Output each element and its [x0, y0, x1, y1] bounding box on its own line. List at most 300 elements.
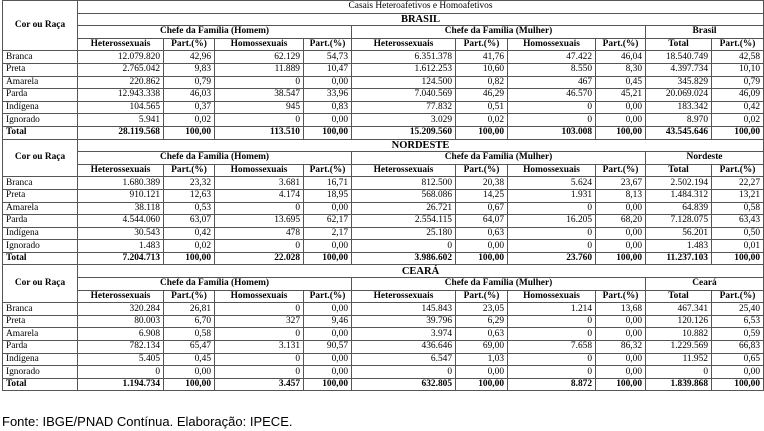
value-cell: 812.500 — [352, 177, 456, 190]
value-cell: 100,00 — [164, 126, 215, 139]
value-cell: 46.570 — [508, 89, 596, 102]
table-row — [3, 177, 764, 190]
value-cell: 910.121 — [78, 189, 164, 202]
value-cell: 8,13 — [596, 189, 646, 202]
value-cell: 124.500 — [352, 76, 456, 89]
value-cell: 327 — [215, 315, 304, 328]
row-label: Parda — [3, 89, 78, 102]
table-row — [3, 341, 764, 354]
value-cell: 0 — [215, 353, 304, 366]
section-title: CEARÁ — [78, 265, 764, 278]
value-cell: 1.839.868 — [646, 378, 712, 391]
value-cell: 0,42 — [712, 101, 764, 114]
value-cell: 0,59 — [712, 328, 764, 341]
value-cell: 8.872 — [508, 378, 596, 391]
value-cell: 220.862 — [78, 76, 164, 89]
value-cell: 0 — [508, 353, 596, 366]
value-cell: 100,00 — [596, 252, 646, 265]
col-header-hetero: Heterossexuais — [352, 38, 456, 51]
value-cell: 0 — [215, 303, 304, 316]
table-row — [3, 189, 764, 202]
table-row — [3, 303, 764, 316]
value-cell: 3.974 — [352, 328, 456, 341]
value-cell: 56.201 — [646, 227, 712, 240]
col-header-part: Part.(%) — [596, 164, 646, 177]
value-cell: 2.765.042 — [78, 63, 164, 76]
value-cell: 113.510 — [215, 126, 304, 139]
value-cell: 0,00 — [596, 227, 646, 240]
value-cell: 80.003 — [78, 315, 164, 328]
value-cell: 0 — [352, 366, 456, 379]
group-total: Ceará — [646, 278, 764, 291]
value-cell: 0,00 — [596, 315, 646, 328]
value-cell: 69,00 — [456, 341, 508, 354]
value-cell: 0,01 — [712, 240, 764, 253]
table-title: Casais Heteroafetivos e Homoafetivos — [78, 1, 764, 14]
value-cell: 467.341 — [646, 303, 712, 316]
group-homem: Chefe da Família (Homem) — [78, 278, 352, 291]
value-cell: 0 — [508, 114, 596, 127]
group-homem: Chefe da Família (Homem) — [78, 26, 352, 39]
column-header-row — [3, 38, 764, 51]
value-cell: 23,05 — [456, 303, 508, 316]
value-cell: 26.721 — [352, 202, 456, 215]
table-row — [3, 315, 764, 328]
table-row — [3, 328, 764, 341]
group-header-row — [3, 26, 764, 39]
value-cell: 1.483 — [646, 240, 712, 253]
value-cell: 41,76 — [456, 51, 508, 64]
value-cell: 345.829 — [646, 76, 712, 89]
value-cell: 23,67 — [596, 177, 646, 190]
value-cell: 478 — [215, 227, 304, 240]
value-cell: 0,50 — [712, 227, 764, 240]
value-cell: 0,58 — [712, 202, 764, 215]
value-cell: 0 — [215, 114, 304, 127]
value-cell: 46,09 — [712, 89, 764, 102]
value-cell: 5.624 — [508, 177, 596, 190]
row-label: Branca — [3, 303, 78, 316]
source-note: Fonte: IBGE/PNAD Contínua. Elaboração: IPECE. — [2, 414, 293, 429]
value-cell: 18.540.749 — [646, 51, 712, 64]
col-header-hetero: Heterossexuais — [78, 38, 164, 51]
value-cell: 100,00 — [164, 378, 215, 391]
value-cell: 10,10 — [712, 63, 764, 76]
value-cell: 3.681 — [215, 177, 304, 190]
value-cell: 39.796 — [352, 315, 456, 328]
value-cell: 62.129 — [215, 51, 304, 64]
col-header-hetero: Heterossexuais — [78, 290, 164, 303]
value-cell: 183.342 — [646, 101, 712, 114]
value-cell: 3.029 — [352, 114, 456, 127]
value-cell: 0 — [508, 227, 596, 240]
value-cell: 11.237.103 — [646, 252, 712, 265]
value-cell: 4.397.734 — [646, 63, 712, 76]
table-row — [3, 227, 764, 240]
value-cell: 3.457 — [215, 378, 304, 391]
value-cell: 43.545.646 — [646, 126, 712, 139]
value-cell: 0,00 — [596, 353, 646, 366]
row-label: Total — [3, 126, 78, 139]
value-cell: 16.205 — [508, 215, 596, 228]
value-cell: 10,60 — [456, 63, 508, 76]
value-cell: 945 — [215, 101, 304, 114]
table-row — [3, 63, 764, 76]
row-label: Parda — [3, 341, 78, 354]
value-cell: 0,02 — [712, 114, 764, 127]
value-cell: 0,00 — [304, 353, 352, 366]
column-header-row — [3, 290, 764, 303]
value-cell: 0,51 — [456, 101, 508, 114]
value-cell: 6.547 — [352, 353, 456, 366]
value-cell: 0 — [215, 76, 304, 89]
value-cell: 64.839 — [646, 202, 712, 215]
value-cell: 0,00 — [304, 114, 352, 127]
col-header-part: Part.(%) — [712, 38, 764, 51]
value-cell: 4.544.060 — [78, 215, 164, 228]
table-row — [3, 215, 764, 228]
value-cell: 0 — [215, 240, 304, 253]
total-row — [3, 126, 764, 139]
section-title: BRASIL — [78, 13, 764, 26]
value-cell: 9,83 — [164, 63, 215, 76]
value-cell: 6.908 — [78, 328, 164, 341]
row-label: Ignorado — [3, 114, 78, 127]
value-cell: 23.760 — [508, 252, 596, 265]
table-row — [3, 366, 764, 379]
group-mulher: Chefe da Família (Mulher) — [352, 26, 646, 39]
group-homem: Chefe da Família (Homem) — [78, 152, 352, 165]
value-cell: 77.832 — [352, 101, 456, 114]
value-cell: 42,58 — [712, 51, 764, 64]
row-label: Amarela — [3, 328, 78, 341]
row-label: Amarela — [3, 76, 78, 89]
row-label: Amarela — [3, 202, 78, 215]
value-cell: 5.405 — [78, 353, 164, 366]
value-cell: 2.554.115 — [352, 215, 456, 228]
value-cell: 1.194.734 — [78, 378, 164, 391]
col-header-part: Part.(%) — [164, 290, 215, 303]
value-cell: 100,00 — [304, 252, 352, 265]
value-cell: 8.970 — [646, 114, 712, 127]
row-header-cor-raca: Cor ou Raça — [3, 1, 78, 51]
value-cell: 1.484.312 — [646, 189, 712, 202]
value-cell: 0,00 — [596, 366, 646, 379]
value-cell: 16,71 — [304, 177, 352, 190]
group-header-row — [3, 152, 764, 165]
col-header-homo: Homossexuais — [215, 164, 304, 177]
value-cell: 0 — [78, 366, 164, 379]
value-cell: 0,00 — [596, 202, 646, 215]
value-cell: 0,00 — [712, 366, 764, 379]
value-cell: 5.941 — [78, 114, 164, 127]
value-cell: 0 — [215, 202, 304, 215]
row-header-cor-raca: Cor ou Raça — [3, 139, 78, 177]
value-cell: 13,68 — [596, 303, 646, 316]
value-cell: 0,79 — [164, 76, 215, 89]
value-cell: 0 — [508, 202, 596, 215]
value-cell: 0,00 — [304, 303, 352, 316]
value-cell: 46,04 — [596, 51, 646, 64]
value-cell: 0,00 — [456, 366, 508, 379]
col-header-homo: Homossexuais — [508, 38, 596, 51]
value-cell: 2,17 — [304, 227, 352, 240]
value-cell: 68,20 — [596, 215, 646, 228]
value-cell: 0,00 — [596, 328, 646, 341]
value-cell: 632.805 — [352, 378, 456, 391]
value-cell: 1.680.389 — [78, 177, 164, 190]
value-cell: 1.214 — [508, 303, 596, 316]
col-header-part: Part.(%) — [304, 290, 352, 303]
value-cell: 8.550 — [508, 63, 596, 76]
row-label: Branca — [3, 177, 78, 190]
section-header-row — [3, 1, 764, 14]
value-cell: 15.209.560 — [352, 126, 456, 139]
value-cell: 0 — [508, 366, 596, 379]
value-cell: 10.882 — [646, 328, 712, 341]
col-header-part: Part.(%) — [456, 164, 508, 177]
row-label: Preta — [3, 63, 78, 76]
value-cell: 6,70 — [164, 315, 215, 328]
col-header-homo: Homossexuais — [215, 290, 304, 303]
group-total: Nordeste — [646, 152, 764, 165]
value-cell: 3.986.602 — [352, 252, 456, 265]
value-cell: 0,00 — [304, 366, 352, 379]
value-cell: 33,96 — [304, 89, 352, 102]
value-cell: 10,47 — [304, 63, 352, 76]
value-cell: 100,00 — [712, 126, 764, 139]
value-cell: 86,32 — [596, 341, 646, 354]
value-cell: 2.502.194 — [646, 177, 712, 190]
value-cell: 54,73 — [304, 51, 352, 64]
value-cell: 23,32 — [164, 177, 215, 190]
value-cell: 11.889 — [215, 63, 304, 76]
table-row — [3, 101, 764, 114]
value-cell: 1,03 — [456, 353, 508, 366]
group-mulher: Chefe da Família (Mulher) — [352, 152, 646, 165]
value-cell: 0 — [215, 328, 304, 341]
row-label: Ignorado — [3, 366, 78, 379]
value-cell: 38.118 — [78, 202, 164, 215]
row-label: Preta — [3, 315, 78, 328]
value-cell: 0 — [215, 366, 304, 379]
row-label: Ignorado — [3, 240, 78, 253]
value-cell: 467 — [508, 76, 596, 89]
value-cell: 38.547 — [215, 89, 304, 102]
value-cell: 0,53 — [164, 202, 215, 215]
value-cell: 0,00 — [456, 240, 508, 253]
table-row — [3, 353, 764, 366]
row-label: Indígena — [3, 353, 78, 366]
col-header-part: Part.(%) — [164, 38, 215, 51]
data-table — [2, 0, 764, 391]
value-cell: 7.204.713 — [78, 252, 164, 265]
col-header-part: Part.(%) — [456, 38, 508, 51]
value-cell: 0,63 — [456, 227, 508, 240]
value-cell: 0,37 — [164, 101, 215, 114]
group-total: Brasil — [646, 26, 764, 39]
value-cell: 0,83 — [304, 101, 352, 114]
value-cell: 100,00 — [164, 252, 215, 265]
table-row — [3, 89, 764, 102]
col-header-part: Part.(%) — [304, 164, 352, 177]
value-cell: 0,02 — [164, 240, 215, 253]
value-cell: 0 — [508, 315, 596, 328]
row-label: Indígena — [3, 101, 78, 114]
row-label: Indígena — [3, 227, 78, 240]
section-header-row — [3, 265, 764, 278]
value-cell: 7.040.569 — [352, 89, 456, 102]
value-cell: 0,63 — [456, 328, 508, 341]
value-cell: 25,40 — [712, 303, 764, 316]
value-cell: 0 — [508, 328, 596, 341]
row-label: Total — [3, 378, 78, 391]
value-cell: 12.079.820 — [78, 51, 164, 64]
table-row — [3, 114, 764, 127]
value-cell: 0,65 — [712, 353, 764, 366]
col-header-part: Part.(%) — [164, 164, 215, 177]
value-cell: 0,45 — [596, 76, 646, 89]
value-cell: 3.131 — [215, 341, 304, 354]
value-cell: 0,00 — [304, 328, 352, 341]
value-cell: 568.086 — [352, 189, 456, 202]
value-cell: 22,27 — [712, 177, 764, 190]
col-header-part: Part.(%) — [596, 290, 646, 303]
value-cell: 1.612.253 — [352, 63, 456, 76]
col-header-part: Part.(%) — [596, 38, 646, 51]
row-header-cor-raca: Cor ou Raça — [3, 265, 78, 303]
col-header-total: Total — [646, 290, 712, 303]
group-header-row — [3, 278, 764, 291]
value-cell: 18,95 — [304, 189, 352, 202]
col-header-part: Part.(%) — [304, 38, 352, 51]
value-cell: 145.843 — [352, 303, 456, 316]
value-cell: 0 — [646, 366, 712, 379]
col-header-part: Part.(%) — [456, 290, 508, 303]
value-cell: 0,42 — [164, 227, 215, 240]
value-cell: 1.229.569 — [646, 341, 712, 354]
value-cell: 6.351.378 — [352, 51, 456, 64]
col-header-homo: Homossexuais — [508, 290, 596, 303]
value-cell: 42,96 — [164, 51, 215, 64]
col-header-hetero: Heterossexuais — [352, 290, 456, 303]
value-cell: 0,02 — [456, 114, 508, 127]
value-cell: 62,17 — [304, 215, 352, 228]
value-cell: 0,45 — [164, 353, 215, 366]
value-cell: 20.069.024 — [646, 89, 712, 102]
value-cell: 0,82 — [456, 76, 508, 89]
value-cell: 46,29 — [456, 89, 508, 102]
value-cell: 100,00 — [304, 378, 352, 391]
value-cell: 0,58 — [164, 328, 215, 341]
value-cell: 103.008 — [508, 126, 596, 139]
value-cell: 22.028 — [215, 252, 304, 265]
col-header-total: Total — [646, 164, 712, 177]
table-row — [3, 240, 764, 253]
value-cell: 6,53 — [712, 315, 764, 328]
value-cell: 100,00 — [456, 378, 508, 391]
value-cell: 320.284 — [78, 303, 164, 316]
value-cell: 13.695 — [215, 215, 304, 228]
value-cell: 0,00 — [164, 366, 215, 379]
value-cell: 1.931 — [508, 189, 596, 202]
value-cell: 104.565 — [78, 101, 164, 114]
total-row — [3, 252, 764, 265]
value-cell: 28.119.568 — [78, 126, 164, 139]
value-cell: 14,25 — [456, 189, 508, 202]
section-title: NORDESTE — [78, 139, 764, 152]
value-cell: 0,67 — [456, 202, 508, 215]
value-cell: 0 — [508, 101, 596, 114]
value-cell: 45,21 — [596, 89, 646, 102]
value-cell: 46,03 — [164, 89, 215, 102]
value-cell: 25.180 — [352, 227, 456, 240]
value-cell: 7.128.075 — [646, 215, 712, 228]
value-cell: 9,46 — [304, 315, 352, 328]
value-cell: 0,02 — [164, 114, 215, 127]
value-cell: 100,00 — [304, 126, 352, 139]
col-header-hetero: Heterossexuais — [78, 164, 164, 177]
col-header-hetero: Heterossexuais — [352, 164, 456, 177]
value-cell: 1.483 — [78, 240, 164, 253]
total-row — [3, 378, 764, 391]
table-body — [3, 1, 764, 391]
value-cell: 120.126 — [646, 315, 712, 328]
value-cell: 63,43 — [712, 215, 764, 228]
value-cell: 8,30 — [596, 63, 646, 76]
col-header-homo: Homossexuais — [215, 38, 304, 51]
row-label: Branca — [3, 51, 78, 64]
value-cell: 30.543 — [78, 227, 164, 240]
value-cell: 11.952 — [646, 353, 712, 366]
row-label: Preta — [3, 189, 78, 202]
value-cell: 0,00 — [304, 76, 352, 89]
value-cell: 65,47 — [164, 341, 215, 354]
value-cell: 782.134 — [78, 341, 164, 354]
value-cell: 26,81 — [164, 303, 215, 316]
section-header-row — [3, 139, 764, 152]
value-cell: 0,00 — [304, 202, 352, 215]
group-mulher: Chefe da Família (Mulher) — [352, 278, 646, 291]
value-cell: 0,00 — [596, 240, 646, 253]
value-cell: 4.174 — [215, 189, 304, 202]
value-cell: 0 — [352, 240, 456, 253]
table-row — [3, 76, 764, 89]
value-cell: 100,00 — [712, 252, 764, 265]
section-title-row — [3, 13, 764, 26]
value-cell: 90,57 — [304, 341, 352, 354]
row-label: Total — [3, 252, 78, 265]
col-header-homo: Homossexuais — [508, 164, 596, 177]
value-cell: 100,00 — [596, 378, 646, 391]
value-cell: 47.422 — [508, 51, 596, 64]
value-cell: 13,21 — [712, 189, 764, 202]
value-cell: 12.943.338 — [78, 89, 164, 102]
col-header-part: Part.(%) — [712, 290, 764, 303]
value-cell: 64,07 — [456, 215, 508, 228]
table-row — [3, 51, 764, 64]
col-header-total: Total — [646, 38, 712, 51]
value-cell: 100,00 — [456, 126, 508, 139]
value-cell: 100,00 — [712, 378, 764, 391]
value-cell: 6,29 — [456, 315, 508, 328]
column-header-row — [3, 164, 764, 177]
value-cell: 0,00 — [596, 101, 646, 114]
table-row — [3, 202, 764, 215]
row-label: Parda — [3, 215, 78, 228]
value-cell: 66,83 — [712, 341, 764, 354]
value-cell: 436.646 — [352, 341, 456, 354]
